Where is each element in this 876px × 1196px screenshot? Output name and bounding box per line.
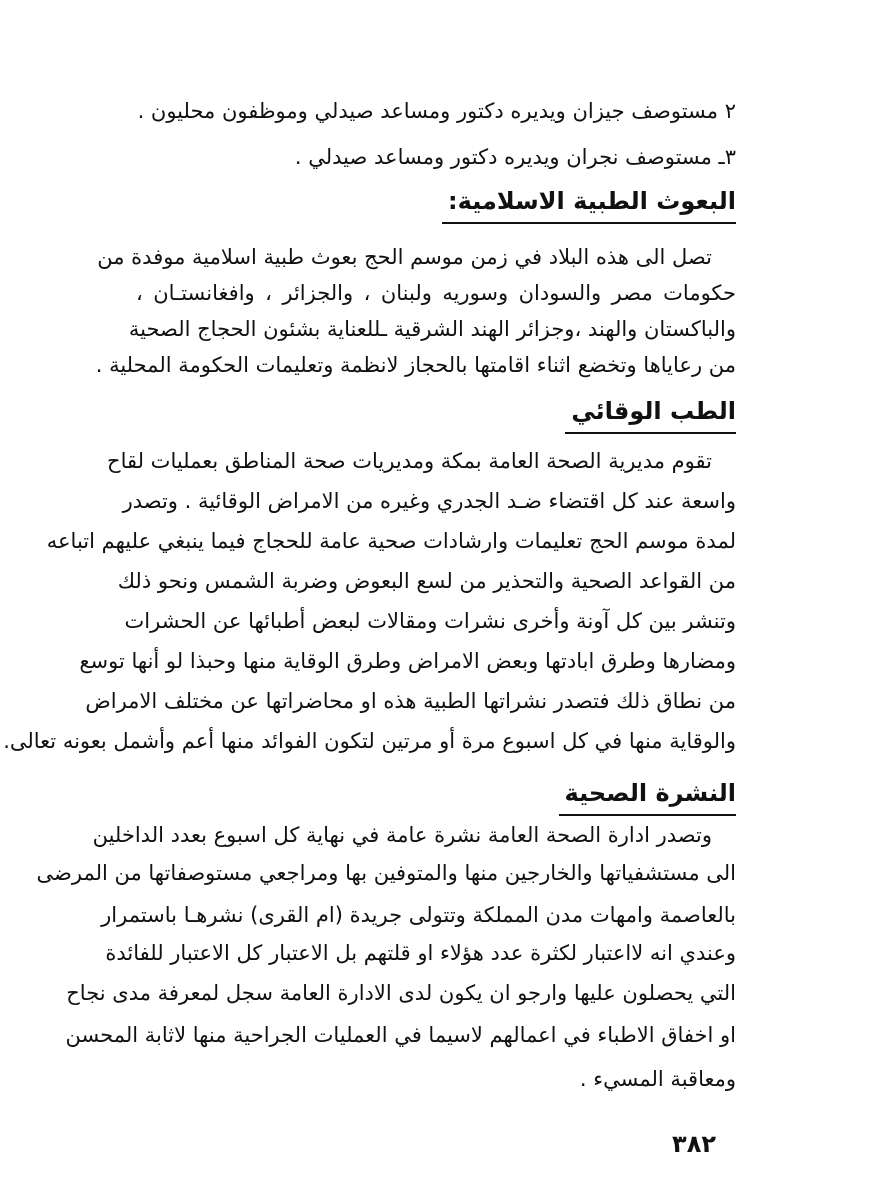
paragraph-line: التي يحصلون عليها وارجو ان يكون لدى الادارة العامة سجل لمعرفة مدى نجاح [66,981,736,1005]
paragraph-line: من القواعد الصحية والتحذير من لسع البعوض وضربة الشمس ونحو ذلك [117,569,736,593]
section-heading: النشرة الصحية [565,776,736,814]
section-heading: الطب الوقائي [571,394,736,432]
paragraph-line: ومضارها وطرق ابادتها وبعض الامراض وطرق الوقاية منها وحبذا لو أنها توسع [79,649,736,673]
paragraph-line: او اخفاق الاطباء في اعمالهم لاسيما في العمليات الجراحية منها لاثابة المحسن [65,1023,736,1047]
paragraph-line: والوقاية منها في كل اسبوع مرة أو مرتين لتكون الفوائد منها أعم وأشمل بعونه تعالى. [3,729,736,753]
paragraph-line: وعندي انه لااعتبار لكثرة عدد هؤلاء او قلتهم بل الاعتبار كل الاعتبار للفائدة [105,941,736,965]
paragraph-line: الى مستشفياتها والخارجين منها والمتوفين بها ومراجعي مستوصفاتها من المرضى [36,861,736,885]
intro-line: ٣ـ مستوصف نجران ويديره دكتور ومساعد صيدلي . [294,145,736,169]
paragraph-line: حكومات مصر والسودان وسوريه ولبنان ، والجزائر ، وافغانستـان ، [136,281,736,305]
paragraph-line: والباكستان والهند ،وجزائر الهند الشرقية ـللعناية بشئون الحجاج الصحية [128,317,736,341]
paragraph-line: وتنشر بين كل آونة وأخرى نشرات ومقالات لبعض أطبائها عن الحشرات [124,609,736,633]
paragraph-line: تقوم مديرية الصحة العامة بمكة ومديريات صحة المناطق بعمليات لقاح [107,449,712,473]
intro-line: ٢ مستوصف جيزان ويديره دكتور ومساعد صيدلي وموظفون محليون . [137,99,736,123]
paragraph-line: ومعاقبة المسيء . [579,1067,736,1091]
page-number: ٣٨٢ [672,1130,716,1158]
paragraph-line: لمدة موسم الحج تعليمات وارشادات صحية عامة للحجاج فيما ينبغي عليهم اتباعه [46,529,736,553]
section-heading: البعوث الطبية الاسلامية: [448,184,736,222]
paragraph-line: من نطاق ذلك فتصدر نشراتها الطبية هذه او محاضراتها عن مختلف الامراض [85,689,736,713]
paragraph-line: من رعاياها وتخضع اثناء اقامتها بالحجاز لانظمة وتعليمات الحكومة المحلية . [95,353,736,377]
paragraph-line: تصل الى هذه البلاد في زمن موسم الحج بعوث طبية اسلامية موفدة من [97,245,712,269]
paragraph-line: واسعة عند كل اقتضاء ضـد الجدري وغيره من الامراض الوقائية . وتصدر [122,489,736,513]
paragraph-line: بالعاصمة وامهات مدن المملكة وتتولى جريدة (ام القرى) نشرهـا باستمرار [101,903,736,927]
paragraph-line: وتصدر ادارة الصحة العامة نشرة عامة في نهاية كل اسبوع بعدد الداخلين [92,823,712,847]
